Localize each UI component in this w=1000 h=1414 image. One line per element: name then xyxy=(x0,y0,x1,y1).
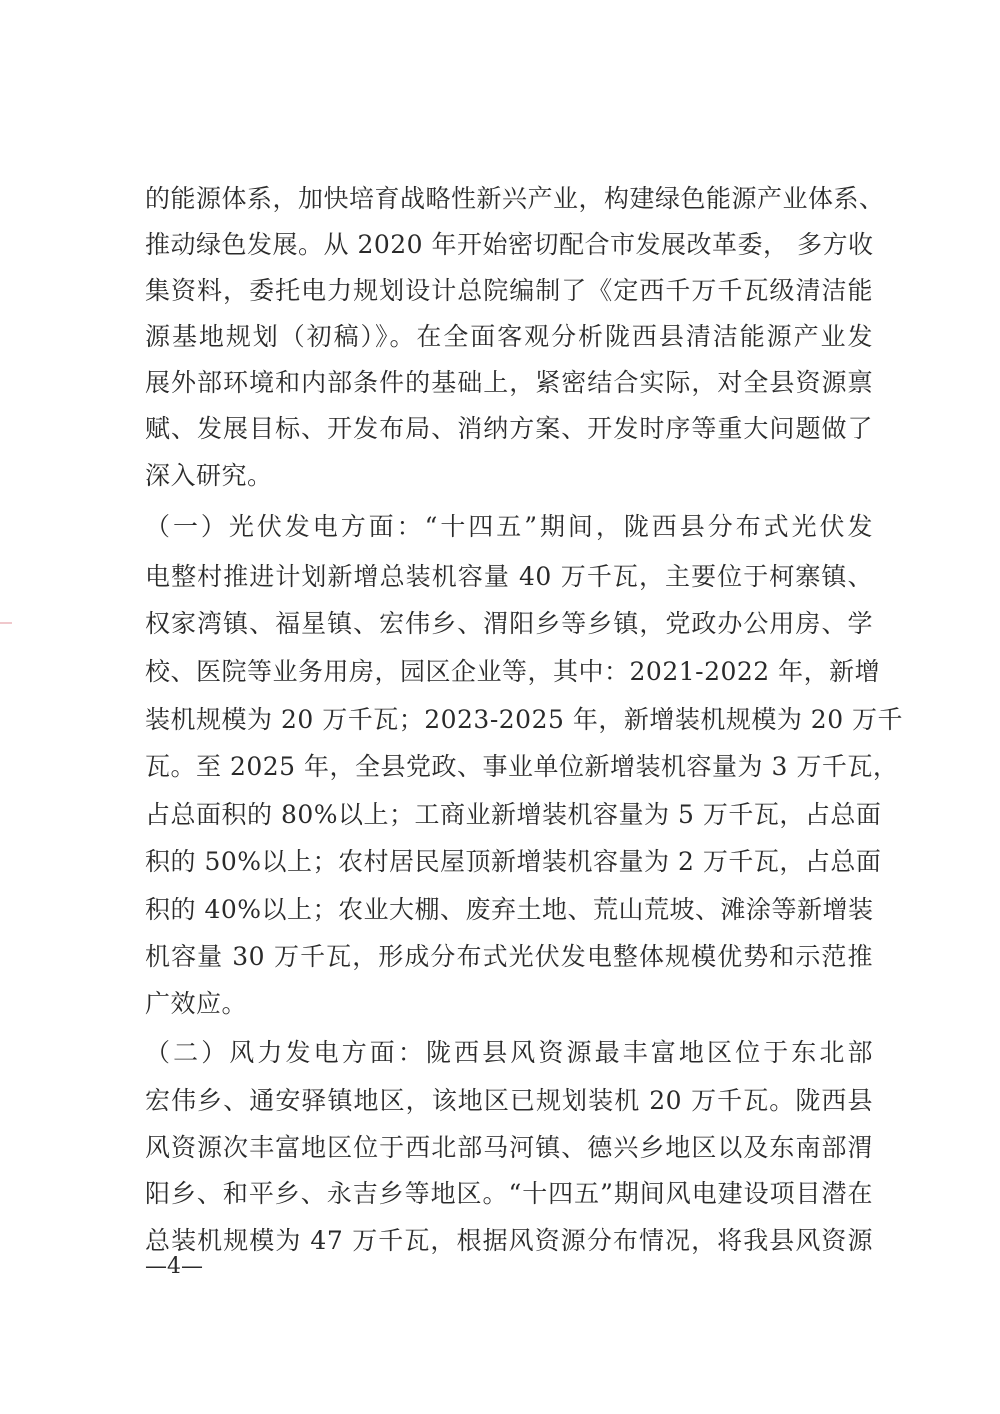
text-line-1: 的能源体系，加快培育战略性新兴产业，构建绿色能源产业体系、 xyxy=(145,184,885,213)
paragraph-1-line-9: 积的 40%以上；农业大棚、废弃土地、荒山荒坡、滩涂等新增装 xyxy=(145,895,874,924)
paragraph-1-line-8: 积的 50%以上；农村居民屋顶新增装机容量为 2 万千瓦，占总面 xyxy=(145,847,882,876)
text-line-7: 深入研究。 xyxy=(145,461,273,490)
paragraph-2-line-5: 总装机规模为 47 万千瓦，根据风资源分布情况，将我县风资源 xyxy=(145,1226,873,1255)
paragraph-1-line-3: 权家湾镇、福星镇、宏伟乡、渭阳乡等乡镇，党政办公用房、学 xyxy=(145,609,873,638)
text-line-5: 展外部环境和内部条件的基础上，紧密结合实际，对全县资源禀 xyxy=(145,368,873,397)
paragraph-1-line-4: 校、医院等业务用房，园区企业等，其中：2021-2022 年，新增 xyxy=(145,657,881,686)
paragraph-1-line-11: 广效应。 xyxy=(145,989,248,1018)
text-line-3: 集资料，委托电力规划设计总院编制了《定西千万千瓦级清洁能 xyxy=(145,276,873,305)
text-line-4: 源基地规划（初稿）》。在全面客观分析陇西县清洁能源产业发 xyxy=(145,322,873,351)
paragraph-1-line-10: 机容量 30 万千瓦，形成分布式光伏发电整体规模优势和示范推 xyxy=(145,942,873,971)
page-number: —4— xyxy=(145,1254,203,1279)
text-line-2: 推动绿色发展。从 2020 年开始密切配合市发展改革委， 多方收 xyxy=(145,230,874,259)
paragraph-1-line-7: 占总面积的 80%以上；工商业新增装机容量为 5 万千瓦，占总面 xyxy=(145,800,882,829)
paragraph-1-line-2: 电整村推进计划新增总装机容量 40 万千瓦，主要位于柯寨镇、 xyxy=(145,562,873,591)
paragraph-2-line-2: 宏伟乡、通安驿镇地区，该地区已规划装机 20 万千瓦。陇西县 xyxy=(145,1086,873,1115)
text-line-6: 赋、发展目标、开发布局、消纳方案、开发时序等重大问题做了 xyxy=(145,414,873,443)
paragraph-1-line-1: （一）光伏发电方面：“十四五”期间，陇西县分布式光伏发 xyxy=(145,512,873,541)
scan-margin-mark xyxy=(0,622,12,624)
paragraph-1-line-5: 装机规模为 20 万千瓦；2023-2025 年，新增装机规模为 20 万千 xyxy=(145,705,904,734)
paragraph-2-line-4: 阳乡、和平乡、永吉乡等地区。“十四五”期间风电建设项目潜在 xyxy=(145,1179,873,1208)
paragraph-2-line-1: （二）风力发电方面：陇西县风资源最丰富地区位于东北部 xyxy=(145,1038,873,1067)
paragraph-2-line-3: 风资源次丰富地区位于西北部马河镇、德兴乡地区以及东南部渭 xyxy=(145,1133,873,1162)
paragraph-1-line-6: 瓦。至 2025 年，全县党政、事业单位新增装机容量为 3 万千瓦， xyxy=(145,752,899,781)
